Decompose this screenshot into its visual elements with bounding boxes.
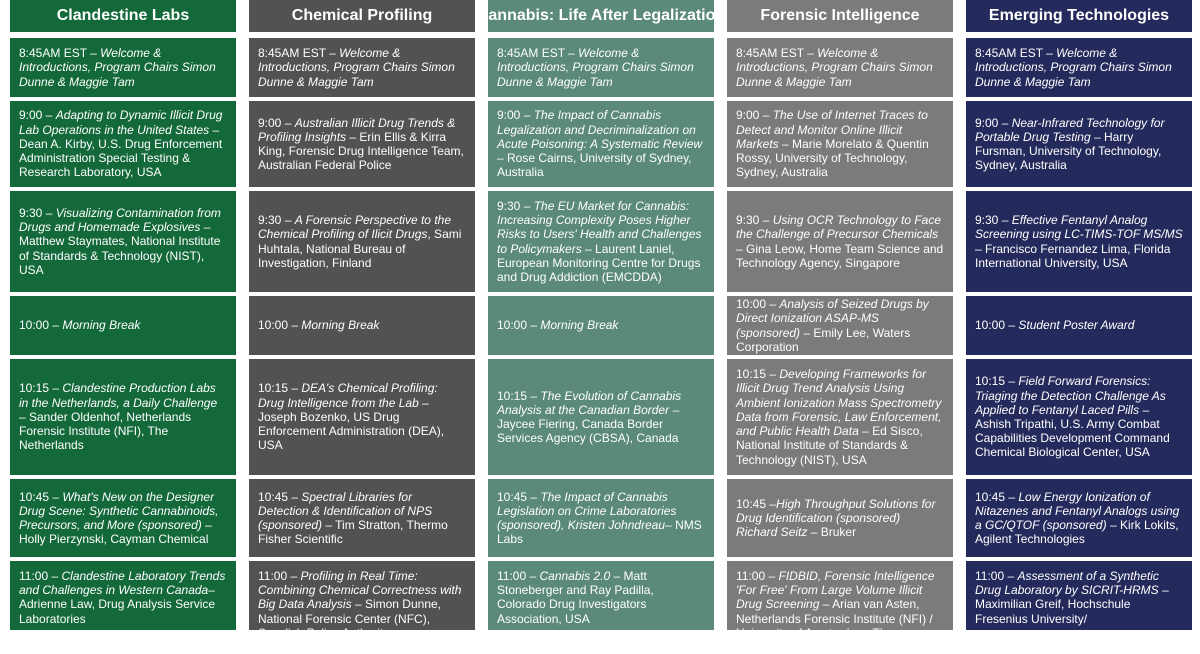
track-header-chemical-profiling: Chemical Profiling bbox=[249, 0, 475, 32]
session-title: Morning Break bbox=[62, 318, 141, 333]
session-clandestine-labs-0930 bbox=[10, 191, 236, 292]
session-time: 9:00 – bbox=[258, 115, 295, 130]
session-title: Low Energy Ionization of Nitazenes and Fentanyl Analogs using a GC/QTOF (sponsored) bbox=[975, 489, 1180, 532]
session-forensic-intelligence-0930 bbox=[727, 191, 953, 292]
session-title: Student Poster Award bbox=[1018, 318, 1135, 333]
track-column-forensic-intelligence bbox=[727, 0, 953, 654]
session-speaker: – NMS Labs bbox=[497, 518, 702, 547]
session-time: 10:00 – bbox=[975, 318, 1019, 333]
session-time: 9:00 – bbox=[497, 108, 534, 123]
session-speaker: – Kirk Lokits, Agilent Technologies bbox=[975, 518, 1179, 547]
session-speaker: , Sami Huhtala, National Bureau of Investigation, Finland bbox=[258, 227, 462, 270]
session-emerging-technologies-0900 bbox=[966, 101, 1192, 187]
session-title: Spectral Libraries for Detection & Identification of NPS (sponsored) bbox=[258, 489, 433, 532]
session-time: 10:00 – bbox=[19, 318, 63, 333]
session-title: DEA's Chemical Profiling: Drug Intelligence from the Lab bbox=[258, 381, 438, 410]
track-column-cannabis bbox=[476, 0, 726, 630]
track-header-forensic-intelligence: Forensic Intelligence bbox=[727, 0, 953, 32]
session-title: Near-Infrared Technology for Portable Drug Testing bbox=[975, 115, 1165, 144]
session-time: 10:15 – bbox=[19, 381, 63, 396]
session-emerging-technologies-1015 bbox=[966, 359, 1192, 475]
session-title: Welcome & Introductions, Program Chairs Simon Dunne & Maggie Tam bbox=[258, 46, 455, 89]
session-emerging-technologies-1100 bbox=[966, 561, 1192, 630]
session-speaker: – Rose Cairns, University of Sydney, Australia bbox=[497, 151, 692, 180]
session-title: High Throughput Solutions for Drug Identification (sponsored) Richard Seitz bbox=[736, 496, 936, 540]
session-cannabis-welcome bbox=[488, 38, 714, 97]
session-time: 9:30 – bbox=[19, 205, 56, 220]
session-forensic-intelligence-1015 bbox=[727, 359, 953, 475]
track-header-cannabis: Cannabis: Life After Legalization bbox=[488, 0, 714, 32]
session-speaker: – Adrienne Law, Drug Analysis Service Laboratories bbox=[19, 583, 216, 626]
session-title: Adapting to Dynamic Illicit Drug Lab Operations in the United States bbox=[19, 108, 223, 137]
session-clandestine-labs-welcome bbox=[10, 38, 236, 97]
session-cannabis-1000 bbox=[488, 296, 714, 355]
session-cannabis-1100 bbox=[488, 561, 714, 630]
session-title: FIDBID, Forensic Intelligence 'For Free' From Large Volume Illicit Drug Screening bbox=[736, 569, 935, 612]
session-time: 9:00 – bbox=[19, 108, 56, 123]
session-time: 9:30 – bbox=[736, 213, 773, 228]
session-cannabis-0930 bbox=[488, 191, 714, 292]
session-chemical-profiling-1045 bbox=[249, 479, 475, 557]
session-title: Visualizing Contamination from Drugs and Homemade Explosives bbox=[19, 205, 221, 235]
session-time: 10:45 – bbox=[497, 489, 541, 504]
session-time: 9:30 – bbox=[258, 213, 295, 228]
track-header-clandestine-labs: Clandestine Labs bbox=[10, 0, 236, 32]
session-speaker: – Maximilian Greif, Hochschule Fresenius University/ bbox=[975, 583, 1169, 626]
session-time: 8:45AM EST – bbox=[975, 46, 1057, 61]
session-title: Welcome & Introductions, Program Chairs Simon Dunne & Maggie Tam bbox=[19, 46, 216, 89]
session-speaker: – Gina Leow, Home Team Science and Technology Agency, Singapore bbox=[736, 241, 944, 270]
session-speaker: – Simon Dunne, National Forensic Center (NFC), Swedish Police Authority bbox=[258, 597, 441, 640]
session-title: Analysis of Seized Drugs by Direct Ionization ASAP-MS (sponsored) bbox=[736, 297, 929, 340]
session-chemical-profiling-1100 bbox=[249, 561, 475, 640]
session-time: 8:45AM EST – bbox=[736, 46, 818, 61]
session-speaker: – Arian van Asten, Netherlands Forensic Institute (NFI) / University of Amsterdam, The Netherlands bbox=[736, 597, 933, 654]
session-forensic-intelligence-1000 bbox=[727, 296, 953, 355]
session-title: Using OCR Technology to Face the Challenge of Precursor Chemicals bbox=[736, 213, 942, 242]
session-time: 10:15 – bbox=[497, 388, 541, 403]
session-time: 11:00 – bbox=[258, 569, 301, 583]
session-title: Field Forward Forensics: Triaging the Detection Challenge As Applied to Fentanyl Laced Pills bbox=[975, 374, 1166, 417]
track-column-emerging-technologies bbox=[966, 0, 1192, 630]
session-time: 10:00 – bbox=[497, 318, 541, 333]
session-time: 9:00 – bbox=[975, 115, 1012, 130]
session-cannabis-1015 bbox=[488, 359, 714, 475]
session-title: Welcome & Introductions, Program Chairs Simon Dunne & Maggie Tam bbox=[975, 46, 1172, 89]
session-time: 9:30 – bbox=[975, 213, 1012, 228]
session-title: Clandestine Production Labs in the Netherlands, a Daily Challenge bbox=[19, 381, 218, 410]
session-title: The Evolution of Cannabis Analysis at the Canadian Border bbox=[497, 388, 682, 417]
session-cannabis-1045 bbox=[488, 479, 714, 557]
session-time: 10:00 – bbox=[258, 318, 302, 333]
session-time: 8:45AM EST – bbox=[497, 46, 579, 61]
session-cannabis-0900 bbox=[488, 101, 714, 187]
session-emerging-technologies-0930 bbox=[966, 191, 1192, 292]
session-chemical-profiling-0900 bbox=[249, 101, 475, 187]
session-title: Profiling in Real Time: Combining Chemical Correctness with Big Data Analysis bbox=[258, 569, 462, 612]
session-clandestine-labs-1015 bbox=[10, 359, 236, 475]
session-title: The Use of Internet Traces to Detect and Monitor Online Illicit Markets bbox=[736, 108, 928, 151]
session-clandestine-labs-1000 bbox=[10, 296, 236, 355]
session-time: 10:45 – bbox=[736, 496, 777, 511]
session-title: The EU Market for Cannabis: Increasing Complexity Poses Higher Risks to Users' Health and Challenges to Policymakers bbox=[497, 198, 702, 256]
track-column-clandestine-labs bbox=[10, 0, 236, 630]
session-speaker: – Jaycee Fiering, Canada Border Services Agency (CBSA), Canada bbox=[497, 402, 680, 446]
session-time: 10:15 – bbox=[975, 374, 1019, 389]
session-speaker: – Ed Sisco, National Institute of Standards & Technology (NIST), USA bbox=[736, 424, 923, 467]
session-speaker: – Matthew Staymates, National Institute of Standards & Technology (NIST), USA bbox=[19, 220, 221, 277]
session-chemical-profiling-welcome bbox=[249, 38, 475, 97]
session-time: 11:00 – bbox=[497, 569, 540, 583]
session-emerging-technologies-1045 bbox=[966, 479, 1192, 557]
session-clandestine-labs-1100 bbox=[10, 561, 236, 630]
session-speaker: – Tim Stratton, Thermo Fisher Scientific bbox=[258, 518, 448, 547]
session-title: A Forensic Perspective to the Chemical Profiling of Ilicit Drugs bbox=[258, 213, 451, 242]
session-time: 11:00 – bbox=[736, 569, 779, 583]
session-speaker: – Laurent Laniel, European Monitoring Centre for Drugs and Drug Addiction (EMCDDA) bbox=[497, 241, 701, 284]
session-speaker: – Joseph Bozenko, US Drug Enforcement Administration (DEA), USA bbox=[258, 395, 445, 453]
session-time: 10:45 – bbox=[975, 489, 1019, 504]
session-time: 10:15 – bbox=[258, 381, 302, 396]
session-time: 10:45 – bbox=[258, 489, 302, 504]
session-time: 9:00 – bbox=[736, 108, 773, 123]
session-title: Developing Frameworks for Illicit Drug Trend Analysis Using Ambient Ionization Mass Spectrometry Data from Forensic, Law Enforcement, and Public Health Data bbox=[736, 367, 942, 439]
session-title: Clandestine Laboratory Trends and Challenges in Western Canada bbox=[19, 569, 226, 598]
session-chemical-profiling-1000 bbox=[249, 296, 475, 355]
session-time: 8:45AM EST – bbox=[258, 46, 340, 61]
session-speaker: – Erin Ellis & Kirra King, Forensic Drug Intelligence Team, Australian Federal Police bbox=[258, 129, 464, 173]
session-title: Morning Break bbox=[301, 318, 380, 333]
session-clandestine-labs-1045 bbox=[10, 479, 236, 557]
session-emerging-technologies-1000 bbox=[966, 296, 1192, 355]
session-time: 10:00 – bbox=[736, 297, 780, 312]
session-title: What's New on the Designer Drug Scene: Synthetic Cannabinoids, Precursors, and More (sponsored) bbox=[19, 489, 219, 532]
session-forensic-intelligence-1100 bbox=[727, 561, 953, 654]
session-speaker: – Dean A. Kirby, U.S. Drug Enforcement Administration Special Testing & Research Laboratory, USA bbox=[19, 122, 223, 180]
session-title: Cannabis 2.0 bbox=[539, 569, 611, 583]
session-title: The Impact of Cannabis Legislation on Crime Laboratories (sponsored), Kristen Johndreau bbox=[497, 489, 677, 532]
track-header-emerging-technologies: Emerging Technologies bbox=[966, 0, 1192, 32]
session-time: 8:45AM EST – bbox=[19, 46, 101, 61]
session-title: Welcome & Introductions, Program Chairs Simon Dunne & Maggie Tam bbox=[497, 46, 694, 89]
session-chemical-profiling-0930 bbox=[249, 191, 475, 292]
session-title: Welcome & Introductions, Program Chairs Simon Dunne & Maggie Tam bbox=[736, 46, 933, 89]
session-forensic-intelligence-1045 bbox=[727, 479, 953, 557]
session-speaker: – Emily Lee, Waters Corporation bbox=[736, 325, 911, 354]
session-forensic-intelligence-0900 bbox=[727, 101, 953, 187]
session-title: Morning Break bbox=[540, 318, 619, 333]
session-time: 11:00 – bbox=[19, 569, 62, 583]
session-forensic-intelligence-welcome bbox=[727, 38, 953, 97]
session-speaker: – Ashish Tripathi, U.S. Army Combat Capabilities Development Command Chemical Biological Center, USA bbox=[975, 402, 1170, 460]
session-time: 10:45 – bbox=[19, 489, 63, 504]
session-title: Assessment of a Synthetic Drug Laboratory by SICRIT-HRMS bbox=[975, 569, 1159, 598]
session-time: 9:30 – bbox=[497, 198, 534, 213]
session-speaker: – Holly Pierzynski, Cayman Chemical bbox=[19, 518, 212, 547]
session-title: Effective Fentanyl Analog Screening using LC-TIMS-TOF MS/MS bbox=[975, 213, 1183, 242]
session-time: 10:15 – bbox=[736, 367, 780, 382]
session-clandestine-labs-0900 bbox=[10, 101, 236, 187]
session-title: The Impact of Cannabis Legalization and Decriminalization on Acute Poisoning: A Systematic Review bbox=[497, 108, 703, 151]
session-speaker: – Matt Stoneberger and Ray Padilla, Colorado Drug Investigators Association, USA bbox=[497, 569, 654, 626]
track-column-chemical-profiling bbox=[249, 0, 475, 640]
session-title: Australian Illicit Drug Trends & Profiling Insights bbox=[258, 115, 456, 144]
session-chemical-profiling-1015 bbox=[249, 359, 475, 475]
session-speaker: – Marie Morelato & Quentin Rossy, University of Technology, Sydney, Australia bbox=[736, 136, 929, 180]
session-speaker: – Francisco Fernandez Lima, Florida International University, USA bbox=[975, 241, 1171, 270]
session-speaker: – Harry Fursman, University of Technology, Sydney, Australia bbox=[975, 129, 1162, 173]
session-speaker: – Sander Oldenhof, Netherlands Forensic Institute (NFI), The Netherlands bbox=[19, 409, 192, 453]
session-emerging-technologies-welcome bbox=[966, 38, 1192, 97]
session-time: 11:00 – bbox=[975, 569, 1018, 583]
session-speaker: – Bruker bbox=[807, 525, 857, 540]
